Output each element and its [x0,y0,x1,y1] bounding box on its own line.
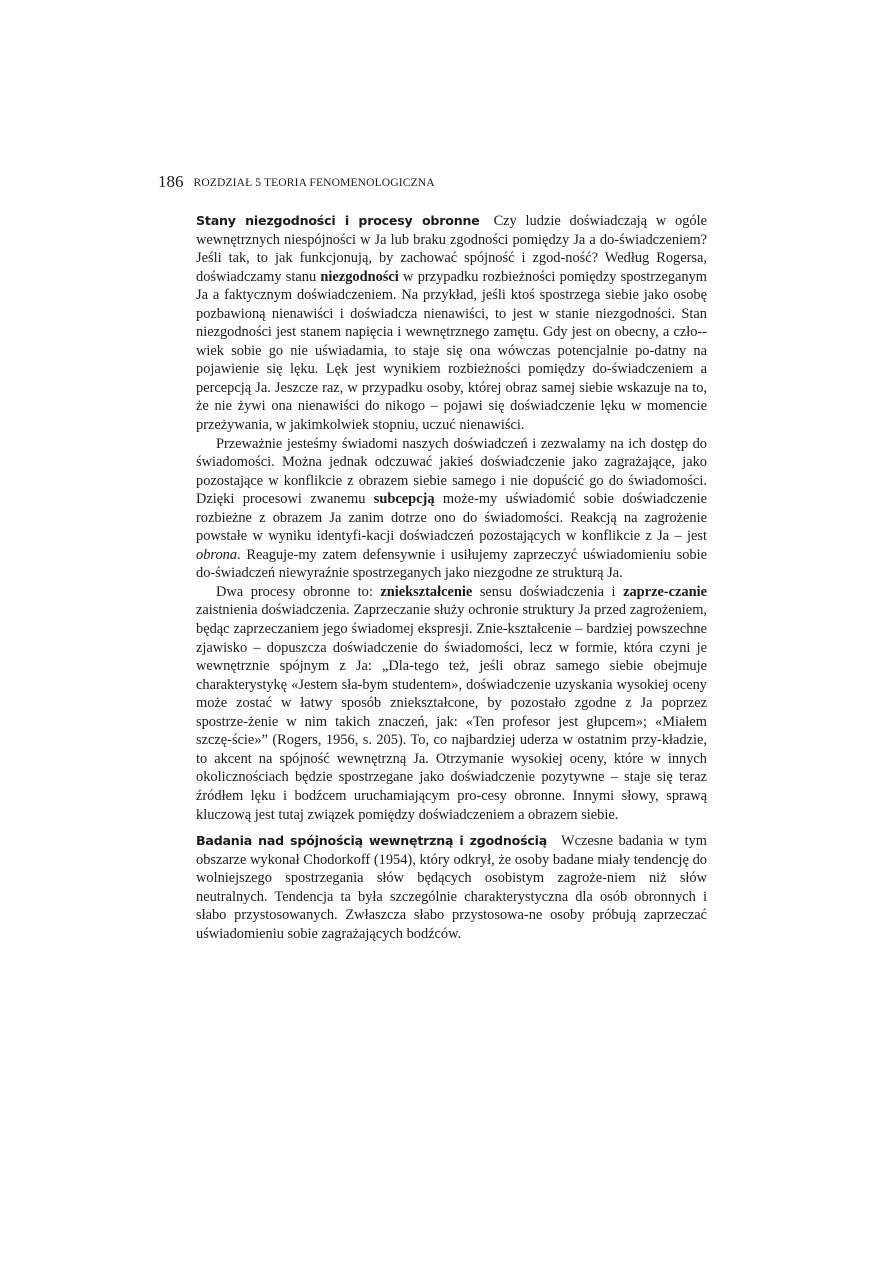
text-run: może-my uświadomić sobie doświadczenie rozbieżne z obrazem Ja zanim dotrze ono do świadomości. Reakcją na zagrożenie powstałe w wyniku identyfi-kacji doświadczeń pozostających w konflikcie z Ja – jest [196,491,707,545]
paragraph [196,435,707,583]
key-term: zaprze-czanie [623,583,707,600]
paragraph-text [196,833,707,942]
section-heading: Stany niezgodności i procesy obronne [196,213,480,228]
running-head: ROZDZIAŁ 5 TEORIA FENOMENOLOGICZNA [193,176,435,189]
body-text [196,212,707,943]
section-heading: Badania nad spójnością wewnętrzną i zgodnością [196,833,548,849]
page-number: 186 [158,172,184,191]
paragraph-text [196,213,707,433]
text-run: zaistnienia doświadczenia. Zaprzeczanie służy ochronie struktury Ja przed zagrożeniem, będąc zaprzeczaniem jego świadomej ekspresji. Znie-kształcenie – bardziej powszechne zjawisko – dopuszcza doświadczenie do świadomości, lecz w formie, która czyni je wewnętrznie spójnym z Ja: „Dla-tego też, jeśli obraz samego siebie obejmuje charakterystykę «Jestem sła-bym studentem», doświadczenie uzyskania wysokiej oceny może zostać w łatwy sposób zniekształcone, by pozostało zgodne z Ja poprzez spostrze-żenie w nim takich znaczeń, jak: «Ten profesor jest głupcem»; «Miałem szczę-ście»” (Rogers, 1956, s. 205). To, co najbardziej uderza w ostatnim przy-kładzie, to akcent na spójność wewnętrzną Ja. Otrzymanie wysokiej oceny, które w innych okolicznościach będzie spostrzegane jako doświadczenie pozytywne – staje się teraz źródłem lęku i bodźcem uruchamiającym pro-cesy obronne. Innymi słowy, sprawą kluczową jest tutaj związek pomiędzy doświadczeniem a obrazem siebie. [196,602,707,823]
key-term: niezgodności [320,268,399,285]
page-header [158,171,718,197]
text-run: w przypadku rozbieżności pomiędzy spostrzeganym Ja a faktycznym doświadczeniem. Na przykład, jeśli ktoś spostrzega siebie jako osobę pozbawioną nienawiści i doświadcza nienawiści, to jest w stanie niezgodności. Stan niezgodności jest stanem napięcia i wewnętrznego zamętu. Gdy jest on obecny, a czło-wiek sobie go nie uświadamia, to staje się ona wówczas potencjalnie po-datny na pojawienie się lęku. Lęk jest wynikiem rozbieżności pomiędzy do-świadczeniem a percepcją Ja. Jeszcze raz, w przypadku osoby, której obraz samej siebie wskazuje na to, że nie żywi ona nienawiści do nikogo – pojawi się doświadczenie lęku w momencie przeżywania, w jakimkolwiek stopniu, uczuć nienawiści. [196,268,707,434]
key-term: subcepcją [373,491,435,508]
key-term: zniekształcenie [380,583,473,600]
text-run: Przeważnie jesteśmy świadomi naszych doświadczeń i zezwalamy na ich dostęp do świadomości. Można jednak odczuwać jakieś doświadczenie jako zagrażające, jako pozostające w konflikcie z obrazem siebie samego i nie dopuścić go do świadomości. Dzięki procesowi zwanemu [196,435,707,508]
text-run: Czy ludzie doświadczają w ogóle wewnętrznych niespójności w Ja lub braku zgodności pomiędzy Ja a do-świadczeniem? Jeśli tak, to jak funkcjonują, by zachować spójność i zgod-ność? Według Rogersa, doświadczamy stanu [196,213,707,285]
text-run: . Reaguje-my zatem defensywnie i usiłujemy zaprzeczyć uświadomieniu sobie do-świadczeń niewyraźnie spostrzeganych jako niezgodne ze strukturą Ja. [196,546,707,582]
text-run: Wczesne badania w tym obszarze wykonał Chodorkoff (1954), który odkrył, że osoby badane miały tendencję do wolniejszego spostrzegania słów będących osobistym zagroże-niem niż słów neutralnych. Tendencja ta była szczególnie charakterystyczna dla osób obronnych i słabo przystosowanych. Zwłaszcza słabo przystosowa-ne osoby próbują zaprzeczać uświadomieniu sobie zagrażających bodźców. [196,833,707,942]
paragraph [196,832,707,943]
emphasis-term: obrona [196,546,238,563]
text-run: Dwa procesy obronne to: [216,583,381,600]
paragraph [196,212,707,435]
paragraph-text [196,584,707,823]
paragraph-text [196,436,707,582]
text-run: sensu doświadczenia i [472,583,624,600]
paragraph [196,583,707,824]
